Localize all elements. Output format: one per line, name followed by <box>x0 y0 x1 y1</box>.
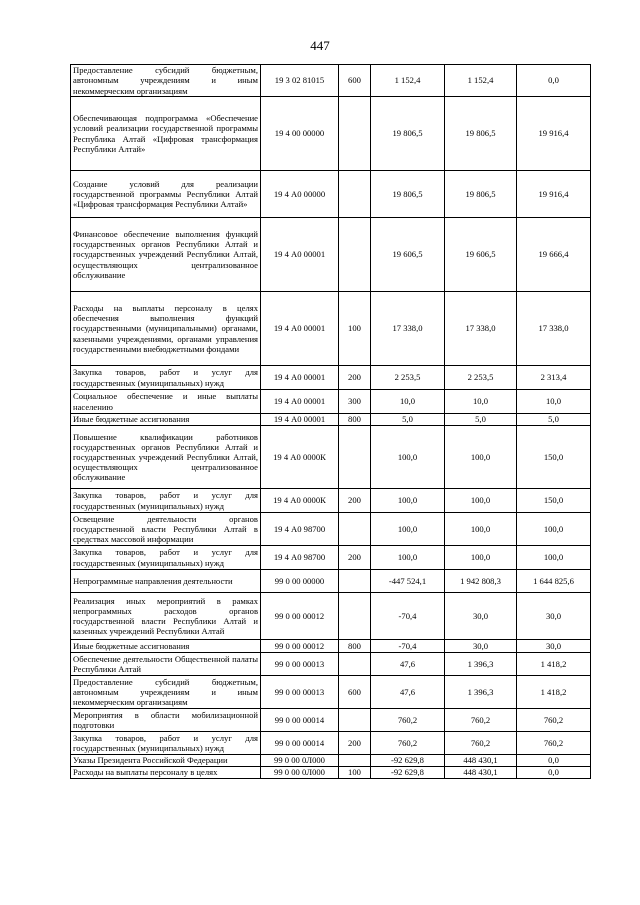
row-amount-1-cell: 10,0 <box>371 390 445 414</box>
row-code-cell: 19 4 А0 98700 <box>261 546 339 570</box>
row-amount-1-cell: 1 152,4 <box>371 65 445 97</box>
row-amount-2-cell: 19 606,5 <box>445 218 517 292</box>
row-amount-2-cell: 100,0 <box>445 489 517 513</box>
row-name-cell: Иные бюджетные ассигнования <box>71 414 261 426</box>
row-expense-type-cell <box>339 709 371 732</box>
table-row <box>71 640 591 653</box>
row-amount-3-cell: 10,0 <box>517 390 591 414</box>
row-amount-2-cell: 100,0 <box>445 546 517 570</box>
row-amount-2-cell: 5,0 <box>445 414 517 426</box>
row-amount-3-cell: 19 916,4 <box>517 171 591 218</box>
row-amount-2-cell: 2 253,5 <box>445 366 517 390</box>
row-expense-type-cell <box>339 755 371 767</box>
row-amount-3-cell: 19 916,4 <box>517 97 591 171</box>
table-row <box>71 171 591 218</box>
row-amount-1-cell: 100,0 <box>371 489 445 513</box>
row-name-cell: Иные бюджетные ассигнования <box>71 640 261 653</box>
row-code-cell: 19 4 А0 98700 <box>261 513 339 546</box>
page-number: 447 <box>310 38 330 53</box>
row-expense-type-cell <box>339 171 371 218</box>
row-amount-1-cell: 19 606,5 <box>371 218 445 292</box>
row-name-cell: Закупка товаров, работ и услуг для государственных (муниципальных) нужд <box>71 489 261 513</box>
row-amount-3-cell: 1 418,2 <box>517 653 591 676</box>
row-amount-3-cell: 1 644 825,6 <box>517 570 591 593</box>
table-row <box>71 390 591 414</box>
row-name-cell: Расходы на выплаты персоналу в целях обеспечения выполнения функций государственными (муниципальными) органами, казенными учреждениями, органами управления государственными внебюджетными фондами <box>71 292 261 366</box>
row-name-cell: Указы Президента Российской Федерации <box>71 755 261 767</box>
row-amount-2-cell: 448 430,1 <box>445 767 517 779</box>
budget-table <box>70 64 591 779</box>
row-amount-2-cell: 19 806,5 <box>445 97 517 171</box>
row-name-cell: Финансовое обеспечение выполнения функций государственных органов Республики Алтай и государственных учреждений Республики Алтай, осуществляющих централизованное обслуживание <box>71 218 261 292</box>
row-code-cell: 19 4 00 00000 <box>261 97 339 171</box>
row-amount-1-cell: -70,4 <box>371 640 445 653</box>
row-code-cell: 19 4 А0 0000К <box>261 426 339 489</box>
row-expense-type-cell: 300 <box>339 390 371 414</box>
row-amount-3-cell: 17 338,0 <box>517 292 591 366</box>
row-expense-type-cell: 800 <box>339 414 371 426</box>
row-name-cell: Обеспечивающая подпрограмма «Обеспечение условий реализации государственной программы Республика Алтай «Цифровая трансформация Республики Алтай» <box>71 97 261 171</box>
row-amount-1-cell: 760,2 <box>371 709 445 732</box>
row-amount-1-cell: 100,0 <box>371 426 445 489</box>
row-amount-1-cell: 760,2 <box>371 732 445 755</box>
table-row <box>71 709 591 732</box>
row-name-cell: Создание условий для реализации государственной программы Республики Алтай «Цифровая трансформация Республики Алтай» <box>71 171 261 218</box>
row-name-cell: Закупка товаров, работ и услуг для государственных (муниципальных) нужд <box>71 366 261 390</box>
row-code-cell: 99 0 00 00012 <box>261 593 339 640</box>
row-code-cell: 19 4 А0 00000 <box>261 171 339 218</box>
table-row <box>71 513 591 546</box>
table-row <box>71 414 591 426</box>
row-expense-type-cell <box>339 653 371 676</box>
row-expense-type-cell: 800 <box>339 640 371 653</box>
row-expense-type-cell <box>339 570 371 593</box>
row-expense-type-cell: 100 <box>339 292 371 366</box>
row-amount-3-cell: 0,0 <box>517 755 591 767</box>
row-amount-1-cell: 100,0 <box>371 513 445 546</box>
row-code-cell: 99 0 00 00012 <box>261 640 339 653</box>
row-expense-type-cell: 600 <box>339 65 371 97</box>
row-amount-2-cell: 1 396,3 <box>445 676 517 709</box>
row-amount-3-cell: 19 666,4 <box>517 218 591 292</box>
row-amount-1-cell: 47,6 <box>371 676 445 709</box>
row-name-cell: Закупка товаров, работ и услуг для государственных (муниципальных) нужд <box>71 546 261 570</box>
row-expense-type-cell <box>339 426 371 489</box>
row-expense-type-cell: 200 <box>339 732 371 755</box>
row-amount-2-cell: 1 152,4 <box>445 65 517 97</box>
row-amount-3-cell: 30,0 <box>517 640 591 653</box>
row-code-cell: 19 4 А0 0000К <box>261 489 339 513</box>
table-row <box>71 755 591 767</box>
row-expense-type-cell <box>339 218 371 292</box>
row-expense-type-cell <box>339 513 371 546</box>
row-amount-2-cell: 100,0 <box>445 513 517 546</box>
row-amount-3-cell: 0,0 <box>517 767 591 779</box>
row-expense-type-cell <box>339 97 371 171</box>
row-amount-2-cell: 760,2 <box>445 709 517 732</box>
table-row <box>71 97 591 171</box>
row-name-cell: Повышение квалификации работников государственных органов Республики Алтай и государственных учреждений Республики Алтай, осуществляющих централизованное обслуживание <box>71 426 261 489</box>
row-code-cell: 19 4 А0 00001 <box>261 390 339 414</box>
row-code-cell: 19 3 02 81015 <box>261 65 339 97</box>
row-amount-3-cell: 30,0 <box>517 593 591 640</box>
row-expense-type-cell: 100 <box>339 767 371 779</box>
row-name-cell: Реализация иных мероприятий в рамках непрограммных расходов органов государственной власти Республики Алтай и казенных учреждений Республики Алтай <box>71 593 261 640</box>
row-code-cell: 99 0 00 00013 <box>261 653 339 676</box>
table-row <box>71 767 591 779</box>
table-row <box>71 366 591 390</box>
row-expense-type-cell: 200 <box>339 489 371 513</box>
table-row <box>71 570 591 593</box>
row-amount-2-cell: 100,0 <box>445 426 517 489</box>
row-amount-1-cell: 5,0 <box>371 414 445 426</box>
row-code-cell: 99 0 00 00014 <box>261 732 339 755</box>
row-name-cell: Освещение деятельности органов государственной власти Республики Алтай в средствах массовой информации <box>71 513 261 546</box>
row-amount-1-cell: 2 253,5 <box>371 366 445 390</box>
row-expense-type-cell: 600 <box>339 676 371 709</box>
row-amount-3-cell: 0,0 <box>517 65 591 97</box>
table-row <box>71 676 591 709</box>
row-code-cell: 99 0 00 00014 <box>261 709 339 732</box>
row-name-cell: Социальное обеспечение и иные выплаты населению <box>71 390 261 414</box>
row-amount-2-cell: 19 806,5 <box>445 171 517 218</box>
row-amount-3-cell: 150,0 <box>517 489 591 513</box>
row-code-cell: 99 0 00 0Л000 <box>261 755 339 767</box>
row-amount-3-cell: 100,0 <box>517 513 591 546</box>
row-amount-2-cell: 448 430,1 <box>445 755 517 767</box>
row-amount-2-cell: 30,0 <box>445 640 517 653</box>
row-code-cell: 19 4 А0 00001 <box>261 218 339 292</box>
table-row <box>71 65 591 97</box>
row-name-cell: Обеспечение деятельности Общественной палаты Республики Алтай <box>71 653 261 676</box>
row-amount-3-cell: 100,0 <box>517 546 591 570</box>
budget-table-body <box>71 65 591 779</box>
row-amount-1-cell: -92 629,8 <box>371 767 445 779</box>
row-expense-type-cell: 200 <box>339 546 371 570</box>
row-code-cell: 99 0 00 00013 <box>261 676 339 709</box>
table-row <box>71 218 591 292</box>
row-code-cell: 19 4 А0 00001 <box>261 414 339 426</box>
table-row <box>71 292 591 366</box>
row-amount-1-cell: -447 524,1 <box>371 570 445 593</box>
row-amount-1-cell: 47,6 <box>371 653 445 676</box>
row-amount-2-cell: 760,2 <box>445 732 517 755</box>
row-name-cell: Предоставление субсидий бюджетным, автономным учреждениям и иным некоммерческим организациям <box>71 65 261 97</box>
row-amount-1-cell: 19 806,5 <box>371 171 445 218</box>
row-amount-3-cell: 760,2 <box>517 732 591 755</box>
row-code-cell: 19 4 А0 00001 <box>261 292 339 366</box>
row-amount-3-cell: 150,0 <box>517 426 591 489</box>
row-code-cell: 99 0 00 00000 <box>261 570 339 593</box>
table-row <box>71 653 591 676</box>
row-amount-1-cell: -92 629,8 <box>371 755 445 767</box>
row-name-cell: Закупка товаров, работ и услуг для государственных (муниципальных) нужд <box>71 732 261 755</box>
row-expense-type-cell: 200 <box>339 366 371 390</box>
row-amount-2-cell: 30,0 <box>445 593 517 640</box>
table-row <box>71 426 591 489</box>
table-row <box>71 546 591 570</box>
row-name-cell: Непрограммные направления деятельности <box>71 570 261 593</box>
row-amount-2-cell: 17 338,0 <box>445 292 517 366</box>
row-amount-2-cell: 10,0 <box>445 390 517 414</box>
table-row <box>71 489 591 513</box>
row-amount-1-cell: -70,4 <box>371 593 445 640</box>
row-amount-2-cell: 1 942 808,3 <box>445 570 517 593</box>
row-code-cell: 99 0 00 0Л000 <box>261 767 339 779</box>
table-row <box>71 593 591 640</box>
row-name-cell: Мероприятия в области мобилизационной подготовки <box>71 709 261 732</box>
row-amount-1-cell: 100,0 <box>371 546 445 570</box>
row-amount-2-cell: 1 396,3 <box>445 653 517 676</box>
row-name-cell: Расходы на выплаты персоналу в целях <box>71 767 261 779</box>
table-row <box>71 732 591 755</box>
row-amount-3-cell: 1 418,2 <box>517 676 591 709</box>
row-code-cell: 19 4 А0 00001 <box>261 366 339 390</box>
row-amount-3-cell: 2 313,4 <box>517 366 591 390</box>
row-name-cell: Предоставление субсидий бюджетным, автономным учреждениям и иным некоммерческим организациям <box>71 676 261 709</box>
row-amount-1-cell: 17 338,0 <box>371 292 445 366</box>
row-amount-3-cell: 5,0 <box>517 414 591 426</box>
row-amount-1-cell: 19 806,5 <box>371 97 445 171</box>
row-amount-3-cell: 760,2 <box>517 709 591 732</box>
row-expense-type-cell <box>339 593 371 640</box>
